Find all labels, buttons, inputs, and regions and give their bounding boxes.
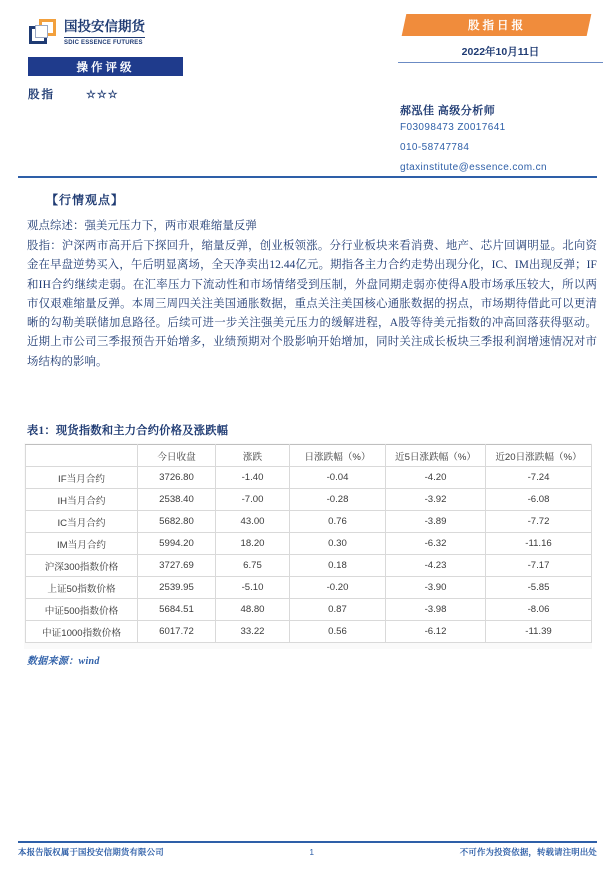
footer-page-number: 1 <box>309 847 315 857</box>
row-label: 中证1000指数价格 <box>26 621 138 643</box>
row-label: 上证50指数价格 <box>26 577 138 599</box>
table-header-cell-pct-20d: 近20日涨跌幅（%） <box>486 445 592 467</box>
table-row <box>26 511 592 533</box>
cell-close: 2539.95 <box>138 577 216 599</box>
table-header-cell-change: 涨跌 <box>216 445 290 467</box>
report-type-banner <box>402 14 592 36</box>
price-table-container <box>24 443 592 649</box>
table-body <box>26 467 592 643</box>
report-footer <box>18 846 597 858</box>
cell-change: 6.75 <box>216 555 290 577</box>
report-date: 2022年10月11日 <box>398 44 603 63</box>
cell-pct-20d: -11.16 <box>486 533 592 555</box>
cell-pct-5d: -4.20 <box>386 467 486 489</box>
cell-change: 33.22 <box>216 621 290 643</box>
cell-pct-20d: -7.24 <box>486 467 592 489</box>
table-row <box>26 577 592 599</box>
cell-pct-5d: -6.32 <box>386 533 486 555</box>
report-header <box>0 0 615 178</box>
rating-bar-title: 操作评级 <box>28 57 183 76</box>
cell-close: 5994.20 <box>138 533 216 555</box>
footer-divider <box>18 841 597 843</box>
footer-copyright: 本报告版权属于国投安信期货有限公司 <box>18 848 164 857</box>
cell-pct-day: 0.30 <box>290 533 386 555</box>
cell-pct-day: -0.04 <box>290 467 386 489</box>
cell-pct-5d: -4.23 <box>386 555 486 577</box>
report-type-label: 股指日报 <box>467 20 526 32</box>
cell-pct-5d: -3.89 <box>386 511 486 533</box>
cell-pct-day: 0.18 <box>290 555 386 577</box>
cell-change: -1.40 <box>216 467 290 489</box>
analyst-email: gtaxinstitute@essence.com.cn <box>400 162 547 173</box>
cell-pct-20d: -7.17 <box>486 555 592 577</box>
cell-close: 2538.40 <box>138 489 216 511</box>
analyst-license: F03098473 Z0017641 <box>400 122 506 133</box>
footer-disclaimer: 不可作为投资依据，转载请注明出处 <box>459 848 597 857</box>
cell-close: 3726.80 <box>138 467 216 489</box>
rating-item-label: 股指 <box>28 89 55 101</box>
cell-change: -7.00 <box>216 489 290 511</box>
row-label: IH当月合约 <box>26 489 138 511</box>
header-divider <box>18 176 597 178</box>
row-label: 中证500指数价格 <box>26 599 138 621</box>
data-source-note: 数据来源：wind <box>27 656 100 667</box>
cell-pct-day: 0.76 <box>290 511 386 533</box>
table-row <box>26 621 592 643</box>
company-name-block <box>64 18 145 46</box>
table-header-cell-pct-day: 日涨跌幅（%） <box>290 445 386 467</box>
table-caption: 表1：现货指数和主力合约价格及涨跌幅 <box>27 425 229 437</box>
cell-close: 3727.69 <box>138 555 216 577</box>
cell-pct-20d: -7.72 <box>486 511 592 533</box>
row-label: 沪深300指数价格 <box>26 555 138 577</box>
logo-inner-square <box>35 25 48 38</box>
cell-close: 5684.51 <box>138 599 216 621</box>
cell-pct-day: 0.87 <box>290 599 386 621</box>
cell-pct-20d: -11.39 <box>486 621 592 643</box>
cell-pct-20d: -5.85 <box>486 577 592 599</box>
company-name-en: SDIC ESSENCE FUTURES <box>64 37 145 46</box>
cell-close: 6017.72 <box>138 621 216 643</box>
market-commentary-body: 股指：沪深两市高开后下探回升，缩量反弹，创业板领涨。分行业板块来看消费、地产、芯片回调明显。北向资金在早盘逆势买入，午后明显离场，全天净卖出12.44亿元。期指各主力合约走势出现分化，IC、IM出现反弹；IF和IH合约继续走弱。在汇率压力下流动性和市场情绪受到压制，外盘同期走弱亦使得A股市场承压较大，所以两市仅艰难缩量反弹。本周三周四关注美国通胀数据，重点关注美国核心通胀数据的拐点，市场期待借此可以更清晰的勾勒美联储加息路径。后续可进一步关注强美元压力的缓解进程，A股等待美元指数的冲高回落获得驱动。近期上市公司三季报预告开始增多，业绩预期对个股影响开始增加，同时关注成长板块三季报利润增速情况对市场结构的影响。 <box>27 240 597 368</box>
cell-pct-20d: -8.06 <box>486 599 592 621</box>
row-label: IC当月合约 <box>26 511 138 533</box>
section-title-market-view: 【行情观点】 <box>46 193 125 207</box>
cell-pct-day: -0.28 <box>290 489 386 511</box>
cell-pct-5d: -3.90 <box>386 577 486 599</box>
sdic-logo-icon <box>28 18 58 46</box>
rating-stars-icon: ☆☆☆ <box>86 88 119 101</box>
rating-row <box>28 86 119 102</box>
company-logo <box>28 18 145 46</box>
company-name-cn: 国投安信期货 <box>64 19 145 34</box>
cell-pct-day: -0.20 <box>290 577 386 599</box>
table-header-row <box>26 445 592 467</box>
cell-pct-20d: -6.08 <box>486 489 592 511</box>
table-header-cell-close: 今日收盘 <box>138 445 216 467</box>
cell-pct-5d: -3.98 <box>386 599 486 621</box>
row-label: IM当月合约 <box>26 533 138 555</box>
table-header-cell-blank <box>26 445 138 467</box>
price-table <box>25 444 592 643</box>
cell-close: 5682.80 <box>138 511 216 533</box>
cell-pct-day: 0.56 <box>290 621 386 643</box>
analyst-name: 郝泓佳 高级分析师 <box>400 105 496 117</box>
cell-pct-5d: -3.92 <box>386 489 486 511</box>
cell-pct-5d: -6.12 <box>386 621 486 643</box>
row-label: IF当月合约 <box>26 467 138 489</box>
table-row <box>26 555 592 577</box>
analyst-phone: 010-58747784 <box>400 142 470 153</box>
table-header-cell-pct-5d: 近5日涨跌幅（%） <box>386 445 486 467</box>
cell-change: 18.20 <box>216 533 290 555</box>
market-summary-line: 观点综述：强美元压力下，两市艰难缩量反弹 <box>27 220 257 232</box>
cell-change: 43.00 <box>216 511 290 533</box>
table-row <box>26 467 592 489</box>
table-row <box>26 533 592 555</box>
table-row <box>26 489 592 511</box>
cell-change: 48.80 <box>216 599 290 621</box>
table-row <box>26 599 592 621</box>
cell-change: -5.10 <box>216 577 290 599</box>
